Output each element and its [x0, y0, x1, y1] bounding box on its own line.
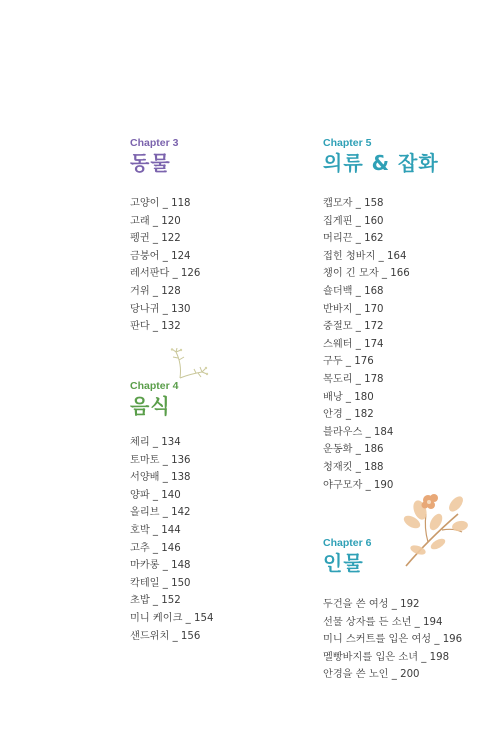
- chapter-6-label: Chapter 6: [323, 537, 372, 549]
- toc-item[interactable]: 반바지 _ 170: [323, 303, 384, 315]
- chapter-4-title: 음식: [130, 394, 171, 418]
- chapter-3-label: Chapter 3: [130, 137, 179, 149]
- toc-item[interactable]: 서양배 _ 138: [130, 472, 191, 484]
- toc-item[interactable]: 고양이 _ 118: [130, 198, 191, 209]
- chapter-6-title: 인물: [323, 551, 364, 575]
- chapter-6-list: [323, 596, 462, 684]
- chapter-3-title: 동물: [130, 151, 171, 175]
- toc-item[interactable]: 청재킷 _ 188: [323, 461, 384, 473]
- toc-item[interactable]: 고추 _ 146: [130, 542, 181, 554]
- toc-item[interactable]: 목도리 _ 178: [323, 373, 384, 385]
- chapter-5-title: 의류 & 잡화: [323, 151, 439, 175]
- toc-item[interactable]: 선물 상자를 든 소년 _ 194: [323, 616, 443, 628]
- chapter-6-section: [323, 537, 462, 684]
- chapter-4-label: Chapter 4: [130, 380, 179, 392]
- toc-item[interactable]: 야구모자 _ 190: [323, 479, 394, 491]
- toc-item[interactable]: 멜빵바지를 입은 소녀 _ 198: [323, 651, 450, 663]
- chapter-5-label: Chapter 5: [323, 137, 372, 149]
- toc-item[interactable]: 블라우스 _ 184: [323, 426, 394, 438]
- toc-item[interactable]: 칵테일 _ 150: [130, 577, 191, 589]
- toc-item[interactable]: 집게핀 _ 160: [323, 215, 384, 227]
- toc-item[interactable]: 고래 _ 120: [130, 215, 181, 227]
- toc-item[interactable]: 판다 _ 132: [130, 321, 181, 333]
- toc-item[interactable]: 중절모 _ 172: [323, 321, 384, 333]
- toc-item[interactable]: 거위 _ 128: [130, 285, 181, 297]
- toc-item[interactable]: 마카롱 _ 148: [130, 560, 191, 572]
- chapter-5-list: [323, 195, 439, 494]
- toc-item[interactable]: 안경을 쓴 노인 _ 200: [323, 669, 420, 681]
- toc-item[interactable]: 머리끈 _ 162: [323, 233, 384, 245]
- toc-item[interactable]: 캡모자 _ 158: [323, 198, 384, 209]
- chapter-3-section: [130, 137, 200, 336]
- toc-item[interactable]: 접힌 청바지 _ 164: [323, 250, 407, 262]
- toc-item[interactable]: 토마토 _ 136: [130, 454, 191, 466]
- toc-item[interactable]: 초밥 _ 152: [130, 595, 181, 607]
- toc-item[interactable]: 올리브 _ 142: [130, 507, 191, 519]
- toc-item[interactable]: 양파 _ 140: [130, 489, 181, 501]
- toc-item[interactable]: 펭귄 _ 122: [130, 233, 181, 245]
- toc-item[interactable]: 당나귀 _ 130: [130, 303, 191, 315]
- toc-item[interactable]: 금붕어 _ 124: [130, 250, 191, 262]
- toc-item[interactable]: 스웨터 _ 174: [323, 338, 384, 350]
- toc-item[interactable]: 호박 _ 144: [130, 524, 181, 536]
- chapter-4-list: [130, 434, 213, 645]
- toc-item[interactable]: 체리 _ 134: [130, 437, 181, 448]
- toc-item[interactable]: 운동화 _ 186: [323, 444, 384, 456]
- toc-item[interactable]: 배낭 _ 180: [323, 391, 374, 403]
- toc-item[interactable]: 구두 _ 176: [323, 356, 374, 368]
- chapter-4-section: [130, 380, 213, 645]
- toc-item[interactable]: 미니 스커트를 입은 여성 _ 196: [323, 634, 463, 646]
- toc-item[interactable]: 숄더백 _ 168: [323, 285, 384, 297]
- toc-item[interactable]: 두건을 쓴 여성 _ 192: [323, 599, 420, 610]
- toc-item[interactable]: 샌드위치 _ 156: [130, 630, 201, 642]
- toc-item[interactable]: 챙이 긴 모자 _ 166: [323, 268, 410, 280]
- toc-item[interactable]: 미니 케이크 _ 154: [130, 612, 214, 624]
- chapter-5-section: [323, 137, 439, 494]
- chapter-3-list: [130, 195, 200, 336]
- toc-item[interactable]: 안경 _ 182: [323, 409, 374, 421]
- toc-item[interactable]: 레서판다 _ 126: [130, 268, 201, 280]
